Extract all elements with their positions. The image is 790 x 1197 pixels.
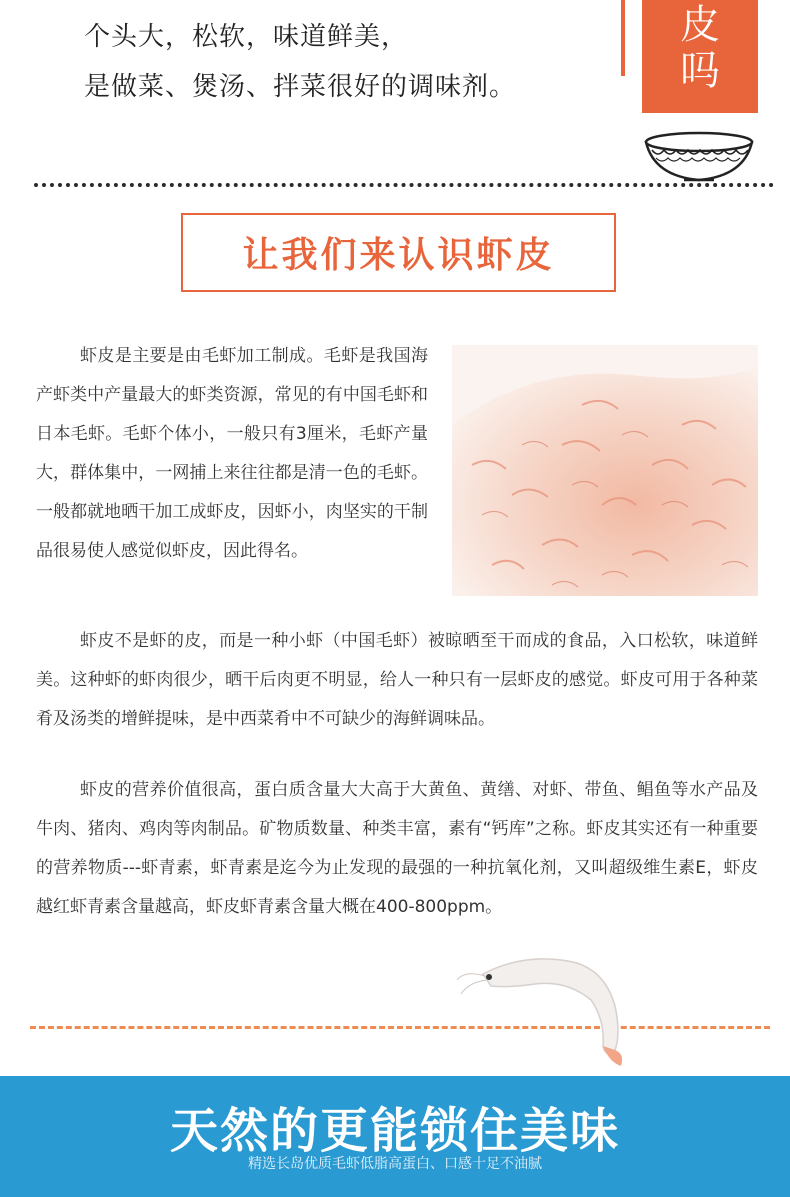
banner-title: 天然的更能锁住美味: [169, 1103, 620, 1159]
side-tag-char-1: 皮: [680, 2, 720, 48]
dried-shrimp-photo: [452, 345, 758, 596]
dashed-divider: [30, 1026, 770, 1029]
banner-subtitle: 精选长岛优质毛虾低脂高蛋白、口感十足不油腻: [248, 1156, 542, 1172]
paragraph-2: 虾皮不是虾的皮，而是一种小虾（中国毛虾）被晾晒至干而成的食品，入口松软，味道鲜美。这种虾的虾肉很少，晒干后肉更不明显，给人一种只有一层虾皮的感觉。虾皮可用于各种菜肴及汤类的增鲜提味，是中西菜肴中不可缺少的海鲜调味品。: [36, 631, 758, 729]
intro-line-1: 个头大，松软，味道鲜美，: [84, 22, 409, 52]
dotted-divider: [34, 183, 774, 187]
shrimp-illustration: [455, 950, 655, 1070]
intro-line-2: 是做菜、煲汤、拌菜很好的调味剂。: [84, 72, 517, 102]
side-tag: [642, 0, 758, 113]
accent-bar: [621, 0, 625, 76]
bowl-icon: [640, 128, 758, 188]
section-heading: 让我们来认识虾皮: [242, 235, 555, 276]
paragraph-3: 虾皮的营养价值很高，蛋白质含量大大高于大黄鱼、黄缮、对虾、带鱼、鲳鱼等水产品及牛肉、猪肉、鸡肉等肉制品。矿物质数量、种类丰富，素有“钙库”之称。虾皮其实还有一种重要的营养物质---虾青素，虾青素是迄今为止发现的最强的一种抗氧化剂，又叫超级维生素E，虾皮越红虾青素含量越高，虾皮虾青素含量大概在400-800ppm。: [36, 780, 758, 917]
paragraph-1: 虾皮是主要是由毛虾加工制成。毛虾是我国海产虾类中产量最大的虾类资源，常见的有中国毛虾和日本毛虾。毛虾个体小，一般只有3厘米，毛虾产量大，群体集中，一网捕上来往往都是清一色的毛虾。一般都就地晒干加工成虾皮，因虾小，肉坚实的干制品很易使人感觉似虾皮，因此得名。: [36, 346, 428, 561]
section-heading-box: [181, 213, 616, 292]
side-tag-char-2: 吗: [680, 48, 720, 94]
